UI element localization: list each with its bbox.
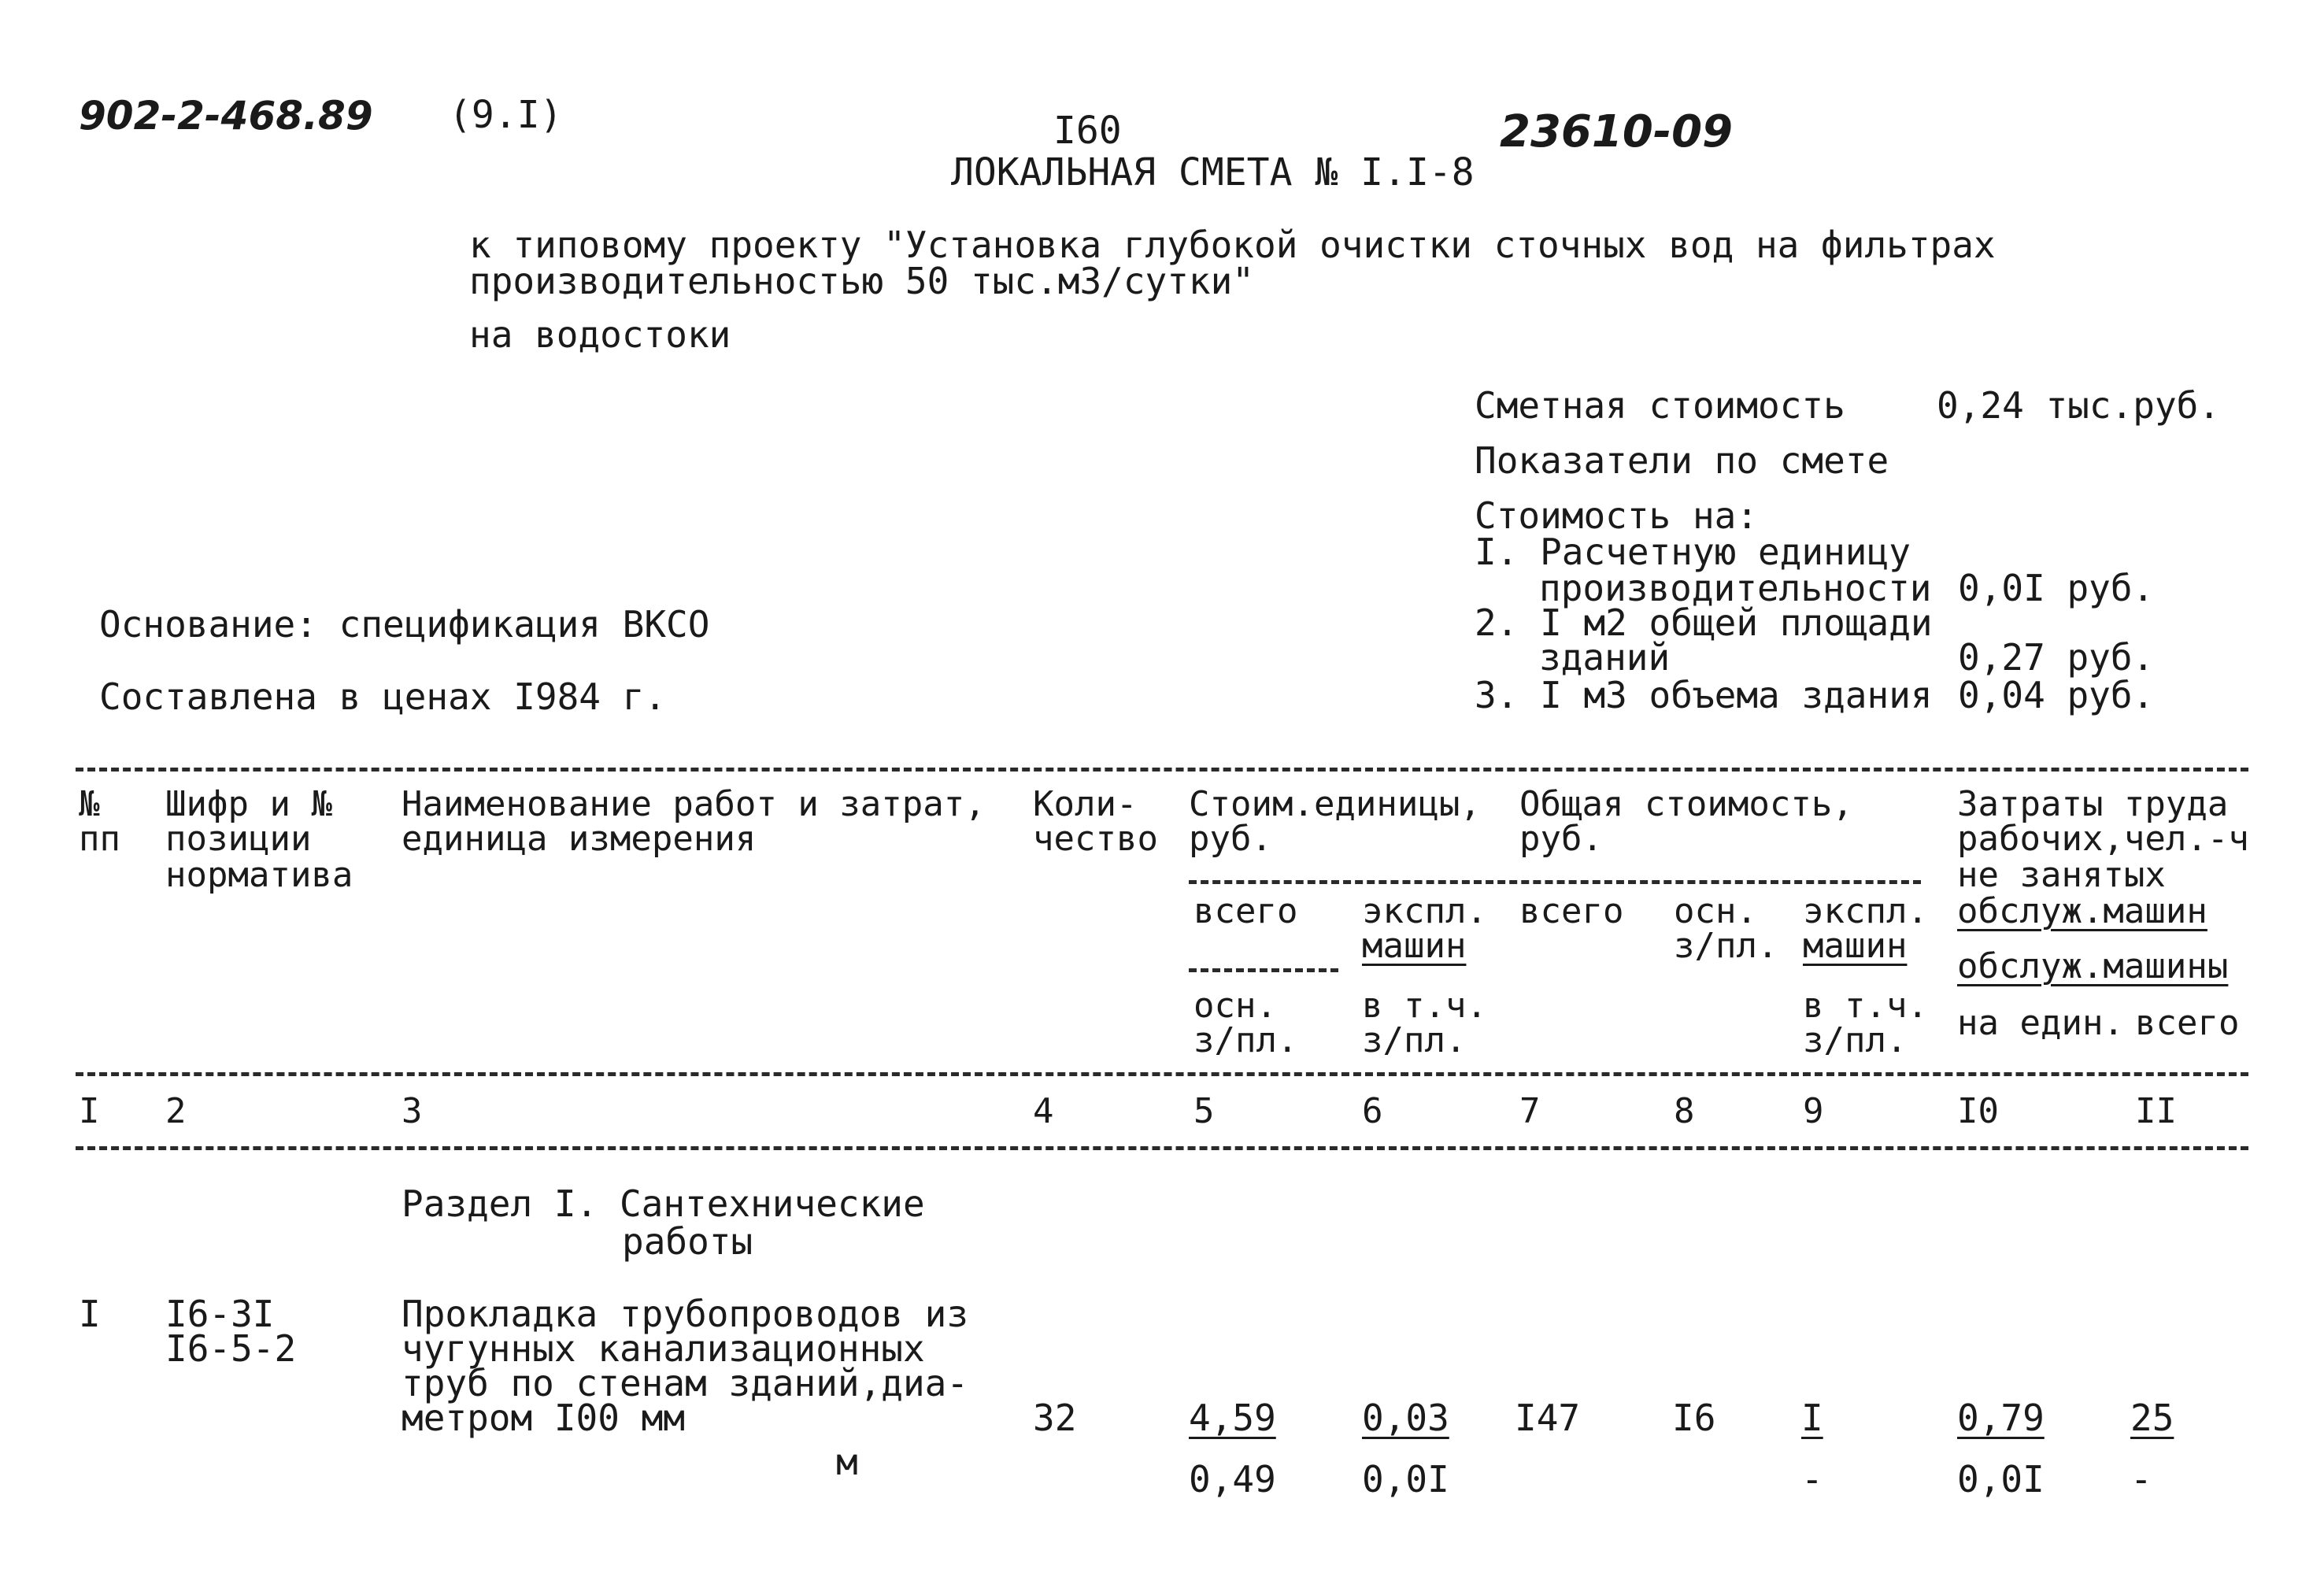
column-number: I (79, 1091, 100, 1131)
col9-bottom-header-2: з/пл. (1803, 1020, 1908, 1060)
inventory-number: 23610-09 (1500, 106, 1733, 157)
col7-header: всего (1519, 891, 1624, 931)
document-code: 902-2-468.89 (79, 93, 373, 139)
labor-header-1: Затраты труда (1957, 784, 2229, 824)
column-number: 8 (1674, 1091, 1695, 1131)
col-name-header-1: Наименование работ и затрат, (402, 784, 986, 824)
indicator-3-line-1: 3. I м3 объема здания (1475, 674, 1933, 716)
labor-total-header: всего (2135, 1003, 2240, 1043)
row-quantity: 32 (1033, 1397, 1077, 1439)
col8-header-2: з/пл. (1674, 926, 1778, 966)
estimated-cost-label: Сметная стоимость (1475, 384, 1845, 427)
col6-bottom-header-1: в т.ч. (1362, 986, 1487, 1026)
indicator-1-line-2: производительности (1539, 567, 1932, 609)
column-numbers-bottom-rule (76, 1146, 2248, 1150)
cost-subheader-rule (1189, 880, 1921, 884)
unit-cost-header-2: руб. (1189, 819, 1272, 859)
col-code-header-2: позиции (165, 819, 312, 859)
row-unit-machine-wage: 0,0I (1362, 1458, 1449, 1500)
project-title-line-1: к типовому проекту "Установка глубокой очистки сточных вод на фильтрах (469, 224, 1996, 266)
row-labor-total-machine: - (2130, 1458, 2152, 1500)
col-code-header-3: норматива (165, 855, 353, 895)
col5-split-rule (1189, 968, 1338, 972)
labor-unit-header: на един. (1957, 1003, 2124, 1043)
row-total-machine-wage: - (1801, 1458, 1823, 1500)
col-no-header-1: № (79, 784, 100, 824)
indicator-2-value: 0,27 руб. (1958, 636, 2155, 679)
col5-bottom-header-2: з/пл. (1193, 1020, 1298, 1060)
row-code-line-2: I6-5-2 (165, 1327, 297, 1370)
col8-header-1: осн. (1674, 891, 1757, 931)
estimated-cost-value: 0,24 тыс.руб. (1937, 384, 2221, 427)
row-total: I47 (1515, 1397, 1581, 1439)
col9-top-header-1: экспл. (1803, 891, 1928, 931)
row-labor-total: 25 (2130, 1397, 2174, 1439)
unit-cost-header-1: Стоим.единицы, (1189, 784, 1481, 824)
row-name-line-2: чугунных канализационных (402, 1327, 925, 1370)
page-title: ЛОКАЛЬНАЯ СМЕТА № I.I-8 (951, 150, 1475, 194)
cost-per-label: Стоимость на: (1475, 494, 1759, 537)
col6-top-header-2: машин (1362, 926, 1467, 966)
total-cost-header-2: руб. (1519, 819, 1603, 859)
column-number: 3 (402, 1091, 423, 1131)
row-name-line-4: метром I00 мм (402, 1397, 686, 1439)
col-code-header-1: Шифр и № (165, 784, 332, 824)
indicator-2-line-1: 2. I м2 общей площади (1475, 601, 1933, 644)
row-name-line-3: труб по стенам зданий,диа- (402, 1362, 969, 1404)
col-qty-header-2: чество (1033, 819, 1158, 859)
col9-bottom-header-1: в т.ч. (1803, 986, 1928, 1026)
row-name-line-1: Прокладка трубопроводов из (402, 1293, 969, 1335)
col6-top-header-1: экспл. (1362, 891, 1487, 931)
row-total-machine: I (1801, 1397, 1823, 1439)
column-number: 9 (1803, 1091, 1824, 1131)
row-total-base-wage: I6 (1672, 1397, 1716, 1439)
labor-header-5: обслуж.машины (1957, 946, 2229, 986)
sheet-reference: (9.I) (449, 93, 563, 137)
column-number: 6 (1362, 1091, 1383, 1131)
labor-header-4: обслуж.машин (1957, 891, 2207, 931)
column-number: I0 (1957, 1091, 1999, 1131)
row-labor-unit: 0,79 (1957, 1397, 2045, 1439)
basis-text: Основание: спецификация ВКСО (99, 603, 710, 646)
col5-bottom-header-1: осн. (1193, 986, 1277, 1026)
page-number: I60 (1053, 109, 1122, 153)
column-number: 7 (1519, 1091, 1541, 1131)
row-unit: м (836, 1441, 858, 1483)
indicator-2-line-2: зданий (1539, 636, 1671, 679)
row-code-line-1: I6-3I (165, 1293, 275, 1335)
table-top-rule (76, 768, 2248, 771)
project-title-line-2: производительностью 50 тыс.м3/сутки" (469, 260, 1254, 302)
indicators-label: Показатели по смете (1475, 439, 1889, 482)
section-title-line-2: работы (622, 1220, 753, 1263)
indicator-1-value: 0,0I руб. (1958, 567, 2155, 609)
column-number: 4 (1033, 1091, 1054, 1131)
col6-bottom-header-2: з/пл. (1362, 1020, 1467, 1060)
total-cost-header-1: Общая стоимость, (1519, 784, 1853, 824)
object-name: на водостоки (469, 313, 731, 356)
prices-year-text: Составлена в ценах I984 г. (99, 675, 667, 718)
column-number: 2 (165, 1091, 187, 1131)
labor-header-3: не занятых (1957, 855, 2166, 895)
row-unit-machine: 0,03 (1362, 1397, 1449, 1439)
col9-top-header-2: машин (1803, 926, 1908, 966)
row-labor-unit-machine: 0,0I (1957, 1458, 2045, 1500)
section-title-line-1: Раздел I. Сантехнические (402, 1182, 925, 1225)
row-number: I (79, 1293, 101, 1335)
col5-top-header: всего (1193, 891, 1298, 931)
indicator-3-value: 0,04 руб. (1958, 674, 2155, 716)
col-qty-header-1: Коли- (1033, 784, 1138, 824)
row-unit-base-wage: 0,49 (1189, 1458, 1276, 1500)
header-bottom-rule (76, 1072, 2248, 1076)
col-no-header-2: пп (79, 819, 120, 859)
row-unit-total: 4,59 (1189, 1397, 1276, 1439)
col-name-header-2: единица измерения (402, 819, 757, 859)
column-number: 5 (1193, 1091, 1215, 1131)
labor-header-2: рабочих,чел.-ч (1957, 819, 2249, 859)
indicator-1-line-1: I. Расчетную единицу (1475, 531, 1911, 573)
column-number: II (2135, 1091, 2177, 1131)
